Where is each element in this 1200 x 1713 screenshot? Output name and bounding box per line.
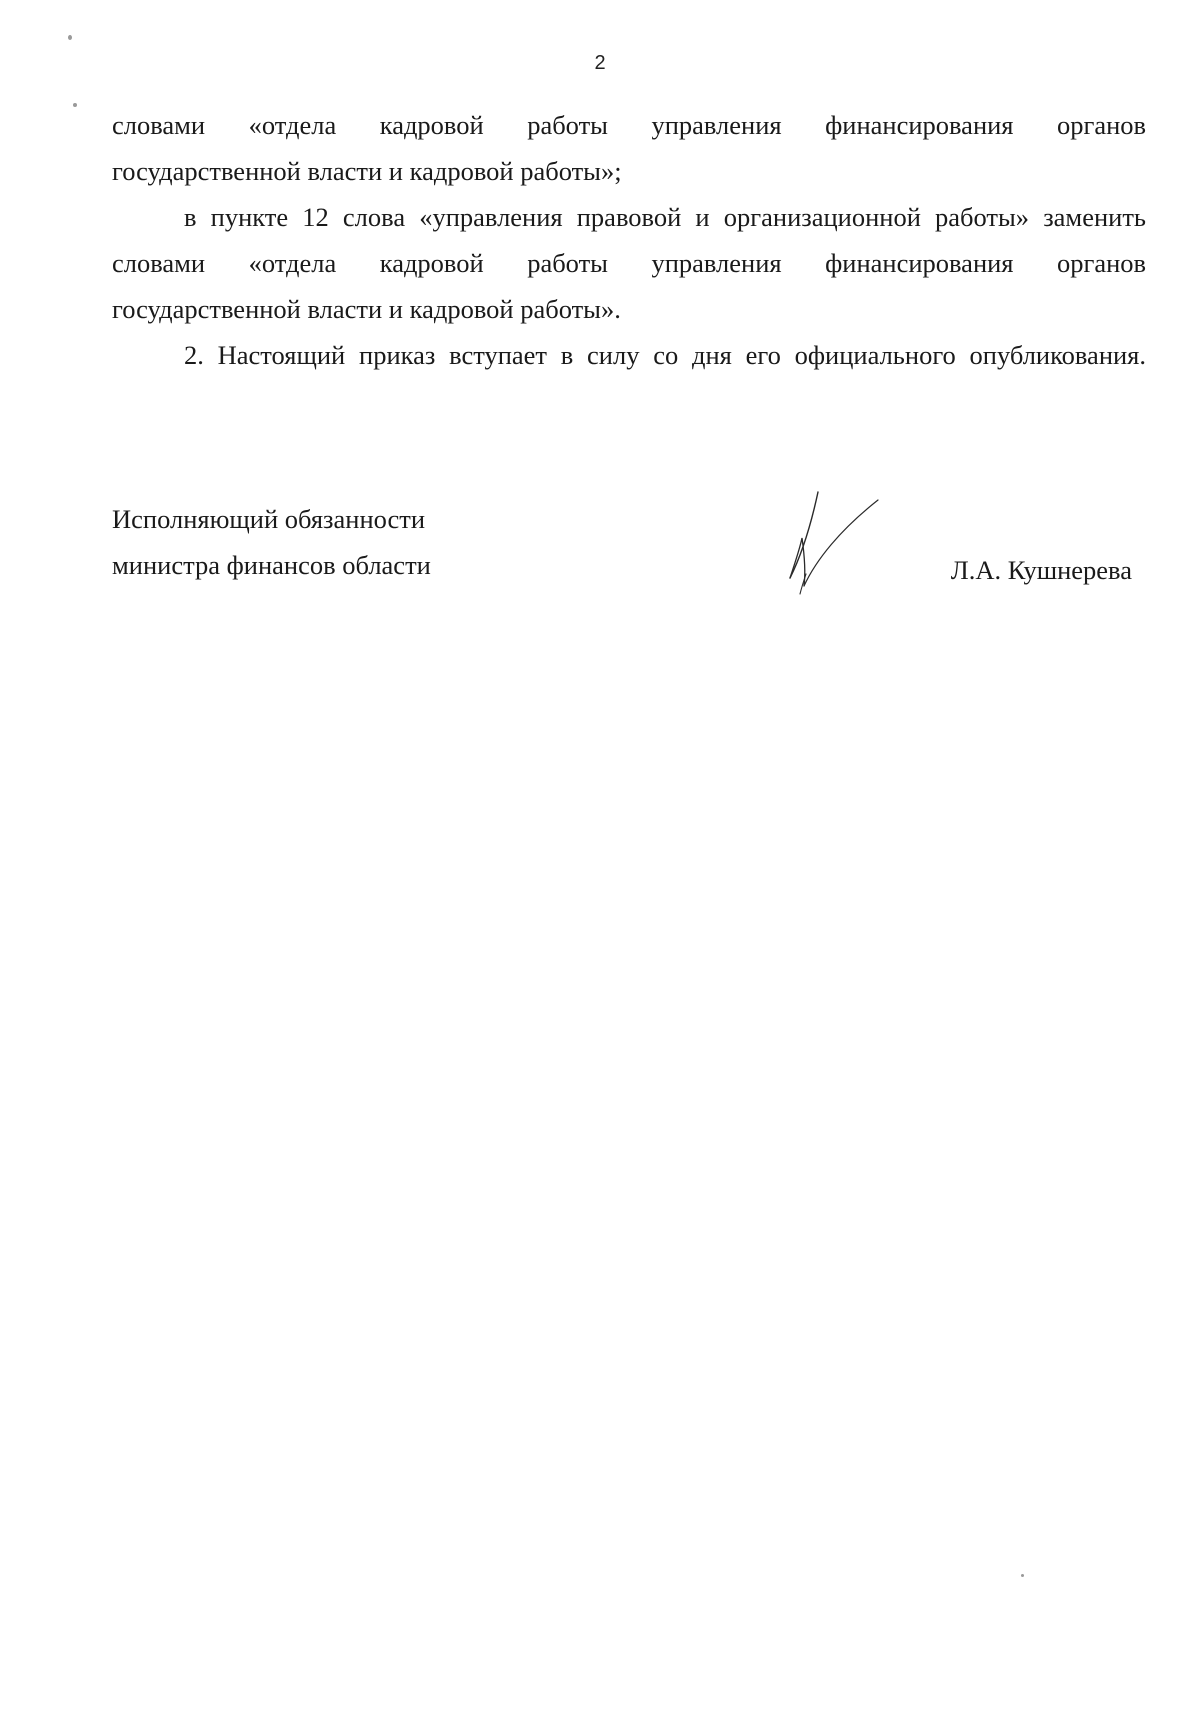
text-line [112, 240, 1146, 286]
word: органов [1056, 110, 1147, 140]
text-line: государственной власти и кадровой работы». [112, 294, 621, 324]
word: «отдела [248, 110, 337, 140]
paragraph-1 [112, 102, 1146, 194]
text-line: в пункте 12 слова «управления правовой и организационной работы» заменить [184, 202, 1146, 232]
document-body [112, 102, 1146, 378]
word: кадровой [379, 248, 484, 278]
word: управления [651, 248, 782, 278]
word: работы [527, 110, 608, 140]
word: кадровой [379, 110, 484, 140]
signatory-name: Л.А. Кушнерева [950, 555, 1132, 585]
word: работы [527, 248, 608, 278]
paragraph-2 [112, 194, 1146, 332]
word: словами [112, 110, 206, 140]
signatory-title [112, 496, 431, 588]
signatory-title-line: министра финансов области [112, 550, 431, 580]
text-line [112, 102, 1146, 148]
paragraph-3 [112, 332, 1146, 378]
text-line: 2. Настоящий приказ вступает в силу со дня его официального опубликования. [184, 340, 1146, 370]
word: управления [651, 110, 782, 140]
word: словами [112, 248, 206, 278]
word: органов [1056, 248, 1147, 278]
scan-speck [68, 35, 72, 40]
word: финансирования [825, 248, 1014, 278]
word: финансирования [825, 110, 1014, 140]
word: «отдела [248, 248, 337, 278]
scan-speck [73, 103, 77, 107]
scan-speck [1021, 1574, 1024, 1577]
page-number: 2 [594, 52, 606, 74]
signatory-title-line: Исполняющий обязанности [112, 504, 426, 534]
handwritten-signature [760, 490, 890, 600]
text-line: государственной власти и кадровой работы»; [112, 156, 622, 186]
